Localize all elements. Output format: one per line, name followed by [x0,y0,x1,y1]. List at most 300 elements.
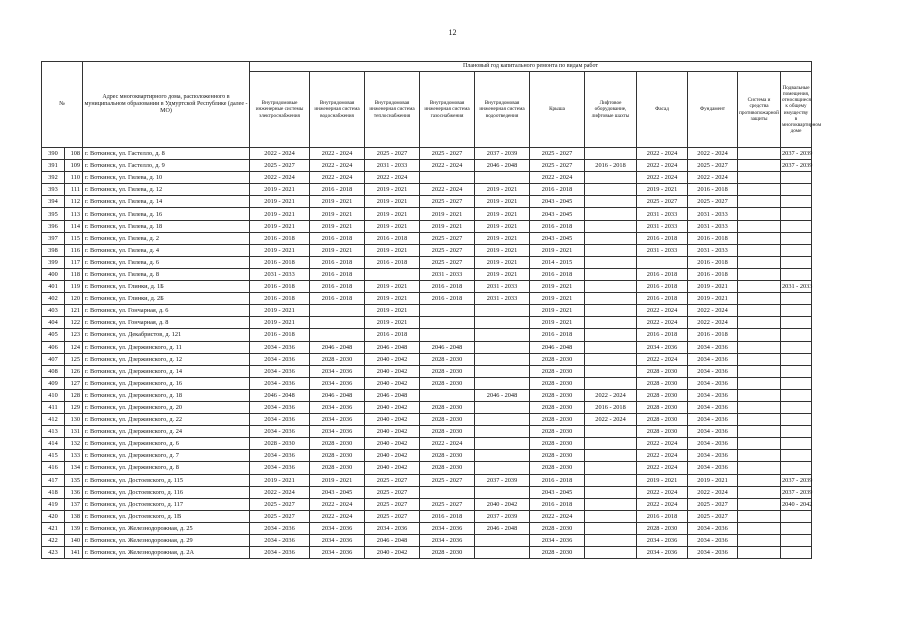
row-address: г. Воткинск, ул. Гилева, д. 10 [83,172,250,184]
table-row [42,172,812,184]
row-period-cell: 2019 - 2021 [250,184,310,196]
row-period-cell: 2016 - 2018 [637,268,688,280]
row-period-cell: 2028 - 2030 [637,389,688,401]
row-period-cell: 2019 - 2021 [475,256,530,268]
row-period-cell [585,256,637,268]
header-column: Лифтовое оборудование, лифтовые шахты [585,72,637,148]
row-period-cell: 2031 - 2033 [637,220,688,232]
row-period-cell: 2031 - 2033 [637,208,688,220]
row-mo-number: 109 [65,160,83,172]
row-period-cell: 2043 - 2045 [310,486,365,498]
row-period-cell: 2019 - 2021 [365,220,420,232]
row-period-cell: 2022 - 2024 [637,498,688,510]
row-period-cell [738,317,781,329]
row-number: 409 [42,377,65,389]
row-period-cell [781,438,812,450]
row-period-cell [738,232,781,244]
row-number: 418 [42,486,65,498]
table-header [42,62,822,148]
row-number: 405 [42,329,65,341]
row-period-cell [738,510,781,522]
row-period-cell: 2028 - 2030 [420,450,475,462]
row-period-cell: 2034 - 2036 [637,341,688,353]
row-period-cell [781,365,812,377]
row-period-cell: 2028 - 2030 [310,450,365,462]
row-period-cell: 2028 - 2030 [530,450,585,462]
row-number: 408 [42,365,65,377]
row-period-cell [738,474,781,486]
table-row [42,498,812,510]
row-number: 423 [42,547,65,559]
row-period-cell: 2022 - 2024 [585,389,637,401]
row-address: г. Воткинск, ул. Гилева, д. 14 [83,196,250,208]
row-period-cell: 2031 - 2033 [688,220,738,232]
row-period-cell [781,305,812,317]
row-address: г. Воткинск, ул. Дзержинского, д. 12 [83,353,250,365]
row-period-cell [475,450,530,462]
row-period-cell: 2034 - 2036 [310,401,365,413]
row-period-cell: 2019 - 2021 [475,184,530,196]
row-address: г. Воткинск, ул. Гилева, д. 6 [83,256,250,268]
row-address: г. Воткинск, ул. Глинки, д. 1Б [83,281,250,293]
row-period-cell [585,450,637,462]
row-period-cell: 2019 - 2021 [250,196,310,208]
row-period-cell: 2016 - 2018 [250,232,310,244]
row-period-cell: 2034 - 2036 [250,535,310,547]
row-period-cell [781,329,812,341]
row-period-cell [585,474,637,486]
row-period-cell: 2034 - 2036 [250,462,310,474]
header-column: Внутридомовые инженерные системы электроснабжения [250,72,310,148]
row-period-cell: 2022 - 2024 [637,172,688,184]
row-period-cell: 2028 - 2030 [420,353,475,365]
row-period-cell [420,329,475,341]
row-period-cell: 2028 - 2030 [530,389,585,401]
row-period-cell [585,244,637,256]
row-period-cell: 2022 - 2024 [688,317,738,329]
row-period-cell: 2028 - 2030 [420,414,475,426]
row-address: г. Воткинск, ул. Декабристов, д. 121 [83,329,250,341]
row-period-cell [738,341,781,353]
row-period-cell: 2034 - 2036 [365,522,420,534]
table-row [42,486,812,498]
row-period-cell: 2025 - 2027 [530,160,585,172]
row-period-cell: 2022 - 2024 [688,172,738,184]
table-row [42,535,812,547]
header-column: Подвальные помещения, относящиеся к общему имуществу в многоквартирном доме [781,72,812,148]
row-period-cell: 2016 - 2018 [365,256,420,268]
table-row [42,450,812,462]
row-period-cell: 2022 - 2024 [637,462,688,474]
row-period-cell: 2022 - 2024 [637,160,688,172]
row-period-cell: 2028 - 2030 [530,522,585,534]
row-period-cell: 2016 - 2018 [688,184,738,196]
row-period-cell: 2025 - 2027 [637,196,688,208]
row-period-cell: 2034 - 2036 [250,426,310,438]
row-period-cell: 2022 - 2024 [585,414,637,426]
row-number: 402 [42,293,65,305]
row-period-cell: 2019 - 2021 [530,305,585,317]
row-period-cell: 2028 - 2030 [310,438,365,450]
row-address: г. Воткинск, ул. Дзержинского, д. 16 [83,377,250,389]
row-period-cell: 2034 - 2036 [688,438,738,450]
row-period-cell: 2022 - 2024 [637,486,688,498]
row-period-cell: 2019 - 2021 [475,268,530,280]
row-period-cell: 2014 - 2015 [530,256,585,268]
row-address: г. Воткинск, ул. Гилева, д. 18 [83,220,250,232]
row-period-cell: 2019 - 2021 [250,474,310,486]
row-period-cell: 2034 - 2036 [250,377,310,389]
row-address: г. Воткинск, ул. Гилева, д. 16 [83,208,250,220]
row-address: г. Воткинск, ул. Гастелло, д. 9 [83,160,250,172]
row-number: 414 [42,438,65,450]
row-period-cell: 2019 - 2021 [637,474,688,486]
row-period-cell [475,341,530,353]
row-number: 392 [42,172,65,184]
row-period-cell: 2034 - 2036 [688,377,738,389]
row-period-cell: 2016 - 2018 [530,220,585,232]
row-period-cell [475,535,530,547]
row-number: 396 [42,220,65,232]
row-period-cell: 2034 - 2036 [420,522,475,534]
row-mo-number: 120 [65,293,83,305]
row-period-cell: 2016 - 2018 [365,329,420,341]
row-period-cell: 2016 - 2018 [530,268,585,280]
row-period-cell: 2022 - 2024 [310,498,365,510]
row-period-cell: 2019 - 2021 [250,305,310,317]
row-period-cell: 2046 - 2048 [250,389,310,401]
row-number: 422 [42,535,65,547]
row-period-cell [420,305,475,317]
row-period-cell [738,172,781,184]
row-period-cell [738,426,781,438]
row-period-cell: 2034 - 2036 [250,365,310,377]
row-period-cell [781,196,812,208]
row-period-cell [585,486,637,498]
row-period-cell [738,498,781,510]
row-number: 420 [42,510,65,522]
row-period-cell: 2031 - 2033 [475,281,530,293]
row-period-cell: 2016 - 2018 [530,498,585,510]
row-period-cell: 2046 - 2048 [420,341,475,353]
row-period-cell: 2022 - 2024 [420,160,475,172]
row-period-cell [475,414,530,426]
row-period-cell: 2016 - 2018 [420,293,475,305]
row-mo-number: 128 [65,389,83,401]
row-period-cell [585,184,637,196]
row-address: г. Воткинск, ул. Дзержинского, д. 24 [83,426,250,438]
row-period-cell [781,232,812,244]
row-period-cell [781,244,812,256]
row-period-cell: 2028 - 2030 [310,462,365,474]
row-period-cell: 2019 - 2021 [420,220,475,232]
row-mo-number: 124 [65,341,83,353]
row-mo-number: 141 [65,547,83,559]
row-period-cell: 2019 - 2021 [530,281,585,293]
row-period-cell: 2028 - 2030 [530,462,585,474]
row-period-cell: 2019 - 2021 [420,208,475,220]
row-period-cell: 2034 - 2036 [250,547,310,559]
row-period-cell: 2046 - 2048 [310,389,365,401]
row-period-cell [420,389,475,401]
row-period-cell: 2034 - 2036 [688,450,738,462]
row-period-cell: 2022 - 2024 [250,486,310,498]
row-period-cell [365,268,420,280]
row-period-cell [781,535,812,547]
row-mo-number: 130 [65,414,83,426]
row-address: г. Воткинск, ул. Гастелло, д. 8 [83,148,250,160]
row-period-cell [738,462,781,474]
row-period-cell: 2037 - 2039 [781,148,812,160]
row-address: г. Воткинск, ул. Дзержинского, д. 22 [83,414,250,426]
row-number: 398 [42,244,65,256]
header-column: Внутридомовая инженерная система теплоснабжения [365,72,420,148]
row-period-cell: 2046 - 2048 [365,341,420,353]
row-period-cell: 2028 - 2030 [420,547,475,559]
row-period-cell: 2034 - 2036 [688,535,738,547]
row-period-cell: 2022 - 2024 [250,172,310,184]
row-period-cell: 2043 - 2045 [530,232,585,244]
row-number: 390 [42,148,65,160]
row-period-cell: 2025 - 2027 [420,196,475,208]
row-period-cell [781,353,812,365]
table-row [42,244,812,256]
row-mo-number: 110 [65,172,83,184]
row-period-cell: 2022 - 2024 [637,305,688,317]
row-period-cell: 2028 - 2030 [530,353,585,365]
row-period-cell [475,462,530,474]
row-period-cell [781,172,812,184]
header-column: Система и средства противопожарной защиты [738,72,781,148]
row-number: 400 [42,268,65,280]
row-period-cell: 2025 - 2027 [365,486,420,498]
row-period-cell: 2022 - 2024 [310,172,365,184]
header-column: Внутридомовая инженерная система водоснабжения [310,72,365,148]
row-period-cell: 2025 - 2027 [420,474,475,486]
table-row [42,148,812,160]
row-period-cell: 2019 - 2021 [365,281,420,293]
row-period-cell [475,317,530,329]
row-period-cell [475,547,530,559]
row-period-cell [585,317,637,329]
table-row [42,256,812,268]
row-period-cell: 2019 - 2021 [310,474,365,486]
row-period-cell [781,256,812,268]
row-period-cell: 2040 - 2042 [781,498,812,510]
row-period-cell: 2031 - 2033 [250,268,310,280]
row-period-cell [585,353,637,365]
row-number: 394 [42,196,65,208]
row-number: 395 [42,208,65,220]
row-period-cell [585,377,637,389]
row-period-cell: 2025 - 2027 [688,498,738,510]
row-period-cell [637,256,688,268]
table-row [42,281,812,293]
row-period-cell: 2019 - 2021 [530,317,585,329]
row-period-cell: 2040 - 2042 [365,438,420,450]
row-period-cell: 2046 - 2048 [475,522,530,534]
row-period-cell: 2028 - 2030 [420,462,475,474]
row-period-cell [781,389,812,401]
row-period-cell [585,522,637,534]
row-period-cell: 2025 - 2027 [420,148,475,160]
row-period-cell [738,305,781,317]
row-period-cell [738,438,781,450]
row-period-cell [420,317,475,329]
table-row [42,438,812,450]
row-period-cell: 2028 - 2030 [420,377,475,389]
row-address: г. Воткинск, ул. Достоевского, д. 116 [83,486,250,498]
row-mo-number: 127 [65,377,83,389]
table-row [42,305,812,317]
row-period-cell [585,426,637,438]
header-number: № [42,62,83,148]
row-mo-number: 122 [65,317,83,329]
row-period-cell: 2031 - 2033 [365,160,420,172]
table-row [42,389,812,401]
row-number: 417 [42,474,65,486]
row-period-cell: 2019 - 2021 [688,281,738,293]
row-period-cell: 2040 - 2042 [365,414,420,426]
row-period-cell [475,353,530,365]
row-address: г. Воткинск, ул. Достоевского, д. 117 [83,498,250,510]
row-period-cell: 2025 - 2027 [250,510,310,522]
row-period-cell: 2025 - 2027 [365,474,420,486]
row-mo-number: 123 [65,329,83,341]
row-mo-number: 114 [65,220,83,232]
row-period-cell: 2022 - 2024 [637,317,688,329]
row-period-cell: 2034 - 2036 [310,426,365,438]
row-period-cell [310,305,365,317]
row-period-cell: 2040 - 2042 [365,426,420,438]
row-period-cell [585,438,637,450]
row-address: г. Воткинск, ул. Дзержинского, д. 11 [83,341,250,353]
table-row [42,196,812,208]
row-period-cell: 2034 - 2036 [250,450,310,462]
row-period-cell [781,293,812,305]
row-period-cell [310,329,365,341]
row-period-cell [738,535,781,547]
row-period-cell: 2019 - 2021 [688,293,738,305]
row-period-cell [738,377,781,389]
row-period-cell [781,341,812,353]
row-number: 413 [42,426,65,438]
row-period-cell: 2040 - 2042 [365,547,420,559]
header-group: Плановый год капитального ремонта по видам работ [250,62,812,72]
row-period-cell: 2022 - 2024 [688,148,738,160]
row-period-cell: 2031 - 2033 [420,268,475,280]
row-period-cell [738,268,781,280]
row-period-cell [585,305,637,317]
row-period-cell: 2019 - 2021 [365,244,420,256]
row-period-cell: 2016 - 2018 [585,160,637,172]
row-period-cell [585,268,637,280]
row-period-cell: 2040 - 2042 [475,498,530,510]
row-period-cell [585,208,637,220]
row-period-cell: 2016 - 2018 [310,281,365,293]
row-mo-number: 133 [65,450,83,462]
row-period-cell [475,486,530,498]
row-period-cell: 2043 - 2045 [530,486,585,498]
row-period-cell [738,401,781,413]
row-address: г. Воткинск, ул. Дзержинского, д. 18 [83,389,250,401]
row-period-cell: 2034 - 2036 [310,535,365,547]
row-period-cell [475,305,530,317]
table-row [42,522,812,534]
row-period-cell: 2031 - 2033 [637,244,688,256]
row-period-cell [738,365,781,377]
row-period-cell: 2028 - 2030 [530,365,585,377]
row-period-cell: 2019 - 2021 [365,293,420,305]
row-period-cell: 2025 - 2027 [420,256,475,268]
row-period-cell: 2034 - 2036 [250,341,310,353]
row-address: г. Воткинск, ул. Железнодорожная, д. 25 [83,522,250,534]
row-period-cell: 2028 - 2030 [637,377,688,389]
row-period-cell [585,510,637,522]
row-period-cell: 2040 - 2042 [365,450,420,462]
row-period-cell: 2022 - 2024 [250,148,310,160]
row-number: 391 [42,160,65,172]
row-period-cell: 2019 - 2021 [365,196,420,208]
row-number: 415 [42,450,65,462]
header-column: Внутридомовая инженерная система газоснабжения [420,72,475,148]
row-period-cell [585,148,637,160]
row-mo-number: 137 [65,498,83,510]
row-period-cell: 2040 - 2042 [365,401,420,413]
row-period-cell: 2019 - 2021 [250,220,310,232]
table-row [42,293,812,305]
table-row [42,220,812,232]
row-period-cell: 2034 - 2036 [310,377,365,389]
row-period-cell [585,220,637,232]
row-period-cell: 2043 - 2045 [530,208,585,220]
row-period-cell: 2019 - 2021 [250,317,310,329]
row-period-cell [475,377,530,389]
row-period-cell: 2037 - 2039 [781,474,812,486]
row-period-cell: 2034 - 2036 [688,353,738,365]
row-address: г. Воткинск, ул. Железнодорожная, д. 2А [83,547,250,559]
row-period-cell [738,450,781,462]
row-period-cell [781,510,812,522]
row-period-cell: 2022 - 2024 [420,438,475,450]
row-period-cell: 2031 - 2033 [688,244,738,256]
row-address: г. Воткинск, ул. Глинки, д. 2Б [83,293,250,305]
row-period-cell: 2034 - 2036 [250,522,310,534]
row-period-cell: 2016 - 2018 [310,184,365,196]
table-row [42,414,812,426]
row-period-cell: 2019 - 2021 [365,184,420,196]
table-row [42,329,812,341]
row-address: г. Воткинск, ул. Железнодорожная, д. 29 [83,535,250,547]
row-period-cell: 2028 - 2030 [530,414,585,426]
table-row [42,474,812,486]
header-column: Фундамент [688,72,738,148]
row-period-cell: 2025 - 2027 [365,148,420,160]
row-period-cell [738,148,781,160]
row-period-cell: 2028 - 2030 [530,401,585,413]
row-period-cell [420,172,475,184]
row-period-cell [781,377,812,389]
table-row [42,377,812,389]
row-period-cell [738,389,781,401]
row-mo-number: 139 [65,522,83,534]
row-period-cell: 2016 - 2018 [420,281,475,293]
row-address: г. Воткинск, ул. Гилева, д. 4 [83,244,250,256]
row-period-cell [738,414,781,426]
row-period-cell: 2016 - 2018 [420,510,475,522]
header-column: Внутридомовая инженерная система водоотведения [475,72,530,148]
page-number: 12 [448,28,457,37]
